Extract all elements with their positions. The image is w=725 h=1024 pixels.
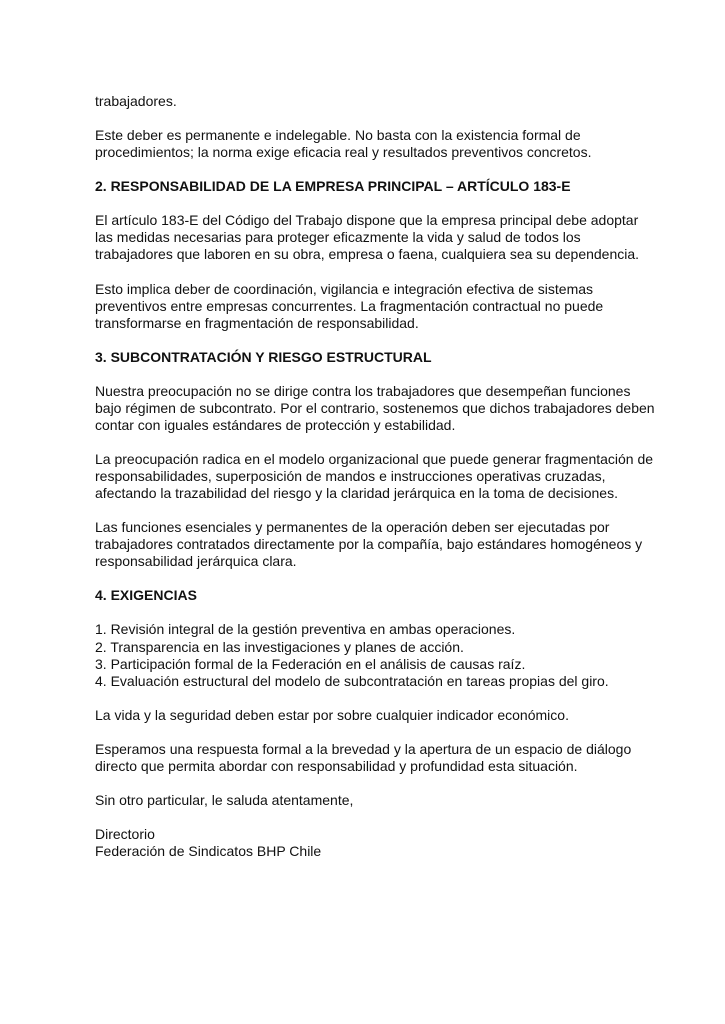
section-3-paragraph [95, 519, 655, 570]
intro-continuation [95, 93, 655, 110]
closing-statement [95, 707, 655, 724]
signature-title: Directorio [95, 826, 155, 843]
closing-request [95, 741, 655, 775]
demand-item: 4. Evaluación estructural del modelo de subcontratación en tareas propias del giro. [95, 672, 609, 689]
section-2-paragraph [95, 212, 655, 263]
text-line: transformarse en fragmentación de responsabilidad. [95, 314, 419, 331]
text-line: procedimientos; la norma exige eficacia real y resultados preventivos concretos. [95, 144, 592, 161]
section-2-paragraph [95, 281, 655, 332]
demand-item: 2. Transparencia en las investigaciones y planes de acción. [95, 638, 464, 655]
text-line: Sin otro particular, le saluda atentamente, [95, 791, 354, 808]
text-line: directo que permita abordar con responsabilidad y profundidad esta situación. [95, 757, 578, 774]
demand-item: 3. Participación formal de la Federación en el análisis de causas raíz. [95, 655, 526, 672]
text-line: bajo régimen de subcontrato. Por el contrario, sostenemos que dichos trabajadores deben [95, 399, 655, 416]
text-line: preventivos entre empresas concurrentes. La fragmentación contractual no puede [95, 297, 604, 314]
text-line: Esto implica deber de coordinación, vigilancia e integración efectiva de sistemas [95, 280, 594, 297]
section-3-heading: 3. SUBCONTRATACIÓN Y RIESGO ESTRUCTURAL [95, 348, 432, 365]
text-line: responsabilidades, superposición de mandos e instrucciones operativas cruzadas, [95, 468, 606, 485]
text-line: responsabilidad jerárquica clara. [95, 553, 297, 570]
text-line: Esperamos una respuesta formal a la brevedad y la apertura de un espacio de diálogo [95, 740, 632, 757]
signature-block [95, 826, 655, 860]
section-3-paragraph [95, 383, 655, 434]
intro-paragraph [95, 127, 655, 161]
text-line: las medidas necesarias para proteger eficazmente la vida y salud de todos los [95, 229, 581, 246]
text-line: afectando la trazabilidad del riesgo y la claridad jerárquica en la toma de decisiones. [95, 485, 618, 502]
text-line: Este deber es permanente e indelegable. No basta con la existencia formal de [95, 127, 581, 144]
text-line: trabajadores. [95, 93, 177, 109]
text-line: contar con iguales estándares de protección y estabilidad. [95, 416, 456, 433]
text-line: Las funciones esenciales y permanentes de la operación deben ser ejecutadas por [95, 519, 610, 536]
section-3-paragraph [95, 451, 655, 502]
text-line: trabajadores que laboren en su obra, empresa o faena, cualquiera sea su dependencia. [95, 246, 640, 263]
salutation [95, 792, 655, 809]
demands-list [95, 621, 655, 689]
text-line: La vida y la seguridad deben estar por sobre cualquier indicador económico. [95, 706, 569, 723]
section-4-heading: 4. EXIGENCIAS [95, 587, 197, 604]
text-line: El artículo 183-E del Código del Trabajo dispone que la empresa principal debe adoptar [95, 212, 639, 229]
document-page [95, 93, 655, 860]
signature-organization: Federación de Sindicatos BHP Chile [95, 843, 322, 860]
text-line: La preocupación radica en el modelo organizacional que puede generar fragmentación de [95, 450, 654, 467]
text-line: Nuestra preocupación no se dirige contra los trabajadores que desempeñan funciones [95, 382, 631, 399]
demand-item: 1. Revisión integral de la gestión preventiva en ambas operaciones. [95, 621, 516, 638]
text-line: trabajadores contratados directamente por la compañía, bajo estándares homogéneos y [95, 536, 643, 553]
section-2-heading: 2. RESPONSABILIDAD DE LA EMPRESA PRINCIPAL – ARTÍCULO 183-E [95, 178, 571, 195]
